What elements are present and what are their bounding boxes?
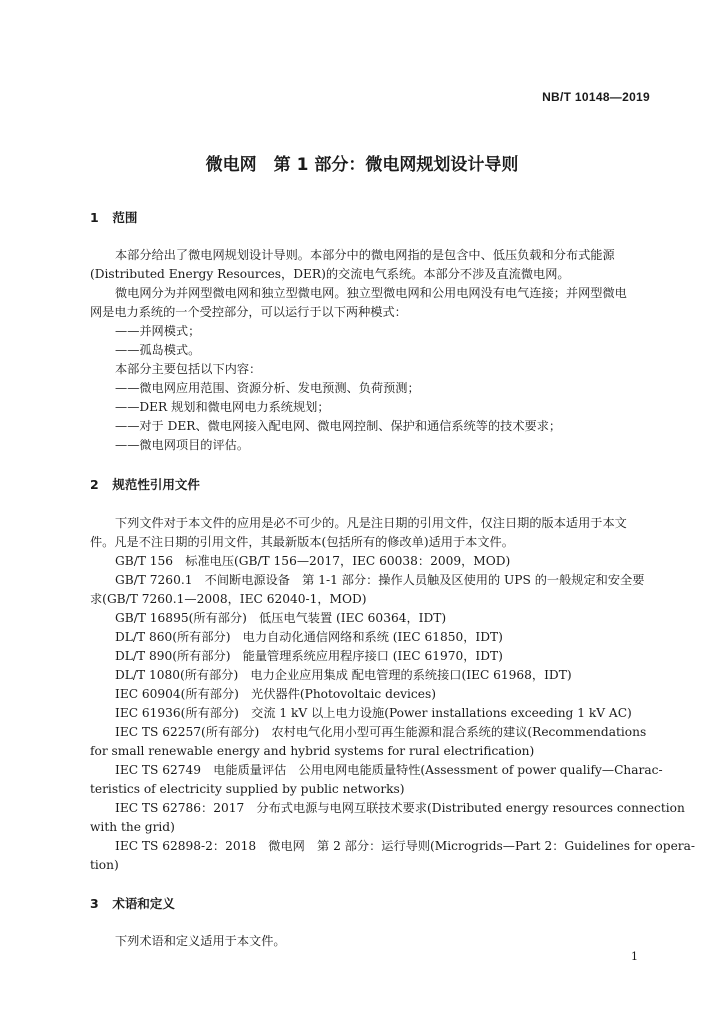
section-number: 3 bbox=[90, 896, 99, 911]
section-1-heading bbox=[90, 208, 137, 226]
normative-intro-line: 件。凡是不注日期的引用文件，其最新版本(包括所有的修改单)适用于本文件。 bbox=[90, 535, 514, 549]
reference-entry-continuation: tion) bbox=[90, 858, 119, 872]
list-item: ——DER 规划和微电网电力系统规划； bbox=[115, 400, 330, 414]
reference-entry-continuation: teristics of electricity supplied by public networks) bbox=[90, 782, 405, 796]
scope-paragraph-line: 网是电力系统的一个受控部分，可以运行于以下两种模式： bbox=[90, 305, 407, 319]
list-item: ——对于 DER、微电网接入配电网、微电网控制、保护和通信系统等的技术要求； bbox=[115, 419, 562, 433]
reference-entry: IEC 61936(所有部分) 交流 1 kV 以上电力设施(Power installations exceeding 1 kV AC) bbox=[115, 706, 632, 720]
section-title: 规范性引用文件 bbox=[112, 477, 200, 492]
reference-entry: DL/T 890(所有部分) 能量管理系统应用程序接口 (IEC 61970，IDT) bbox=[115, 649, 503, 663]
terms-intro: 下列术语和定义适用于本文件。 bbox=[115, 934, 286, 948]
scope-paragraph-line: 本部分主要包括以下内容： bbox=[115, 362, 262, 376]
list-item: ——微电网项目的评估。 bbox=[115, 438, 250, 452]
section-3-heading bbox=[90, 894, 175, 912]
list-item: ——并网模式； bbox=[115, 324, 201, 338]
reference-entry: IEC TS 62898-2：2018 微电网 第 2 部分：运行导则(Microgrids—Part 2：Guidelines for opera- bbox=[115, 839, 695, 853]
reference-entry-continuation: 求(GB/T 7260.1—2008，IEC 62040-1，MOD) bbox=[90, 592, 367, 606]
reference-entry: GB/T 7260.1 不间断电源设备 第 1-1 部分：操作人员触及区使用的 UPS 的一般规定和安全要 bbox=[115, 573, 645, 587]
section-title: 术语和定义 bbox=[112, 896, 175, 911]
reference-entry: IEC TS 62257(所有部分) 农村电气化用小型可再生能源和混合系统的建议(Recommendations bbox=[115, 725, 647, 739]
list-item: ——孤岛模式。 bbox=[115, 343, 201, 357]
reference-entry-continuation: with the grid) bbox=[90, 820, 175, 834]
normative-intro-line: 下列文件对于本文件的应用是必不可少的。凡是注日期的引用文件，仅注日期的版本适用于本文 bbox=[115, 516, 627, 530]
page-number: 1 bbox=[631, 950, 638, 963]
section-2-heading bbox=[90, 475, 200, 493]
list-item: ——微电网应用范围、资源分析、发电预测、负荷预测； bbox=[115, 381, 420, 395]
standard-code: NB/T 10148—2019 bbox=[542, 90, 650, 104]
reference-entry: DL/T 860(所有部分) 电力自动化通信网络和系统 (IEC 61850，IDT) bbox=[115, 630, 503, 644]
reference-entry: GB/T 156 标准电压(GB/T 156—2017，IEC 60038：2009，MOD) bbox=[115, 554, 511, 568]
reference-entry: IEC TS 62749 电能质量评估 公用电网电能质量特性(Assessment of power qualify—Charac- bbox=[115, 763, 663, 777]
scope-paragraph-line: 本部分给出了微电网规划设计导则。本部分中的微电网指的是包含中、低压负载和分布式能源 bbox=[115, 248, 615, 262]
section-number: 1 bbox=[90, 210, 99, 225]
reference-entry: IEC TS 62786：2017 分布式电源与电网互联技术要求(Distributed energy resources connection bbox=[115, 801, 685, 815]
section-title: 范围 bbox=[112, 210, 138, 225]
scope-paragraph-line: 微电网分为并网型微电网和独立型微电网。独立型微电网和公用电网没有电气连接；并网型微电 bbox=[115, 286, 627, 300]
document-title: 微电网 第 1 部分：微电网规划设计导则 bbox=[205, 155, 519, 175]
reference-entry-continuation: for small renewable energy and hybrid systems for rural electrification) bbox=[90, 744, 535, 758]
reference-entry: IEC 60904(所有部分) 光伏器件(Photovoltaic devices) bbox=[115, 687, 436, 701]
reference-entry: GB/T 16895(所有部分) 低压电气装置 (IEC 60364，IDT) bbox=[115, 611, 447, 625]
scope-paragraph-line: (Distributed Energy Resources，DER)的交流电气系统。本部分不涉及直流微电网。 bbox=[90, 267, 570, 281]
section-number: 2 bbox=[90, 477, 99, 492]
reference-entry: DL/T 1080(所有部分) 电力企业应用集成 配电管理的系统接口(IEC 61968，IDT) bbox=[115, 668, 572, 682]
